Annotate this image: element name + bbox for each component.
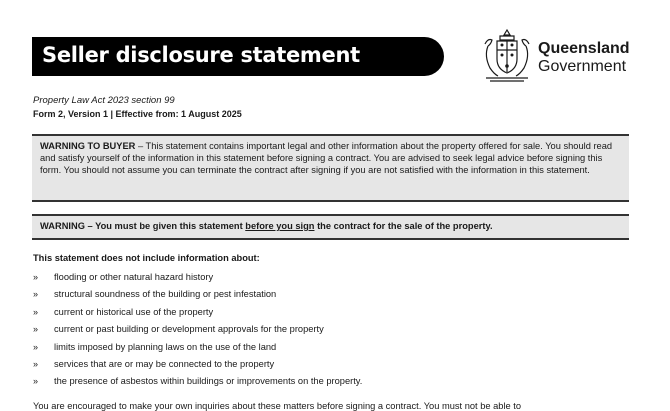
title-banner bbox=[32, 37, 444, 76]
bullet-icon: » bbox=[33, 289, 39, 300]
logo-text-government: Government bbox=[538, 58, 627, 75]
warning-sign-before: WARNING – You must be given this statement bbox=[40, 221, 246, 231]
warning-sign-box bbox=[32, 214, 629, 240]
queensland-government-logo bbox=[480, 26, 640, 84]
bullet-icon: » bbox=[33, 376, 39, 387]
coat-of-arms-icon bbox=[480, 26, 534, 84]
trailing-paragraph: You are encouraged to make your own inquiries about these matters before signing a contract. You must not be able to bbox=[33, 401, 522, 411]
warning-label: WARNING TO BUYER bbox=[40, 141, 136, 151]
warning-to-buyer-box bbox=[32, 134, 629, 202]
bullet-icon: » bbox=[33, 272, 39, 282]
page-title: Seller disclosure statement bbox=[42, 43, 360, 67]
bullet-icon: » bbox=[33, 324, 39, 335]
warning-text: – This statement contains important legal and other information about the property offered for sale. You should read and satisfy yourself of the information in this statement before signing a contract. You are advised to seek legal advice before signing this form. You should not assume you can terminate the contract after signing if you are not satisfied with the information in this statement. bbox=[40, 141, 613, 176]
bullet-icon: » bbox=[33, 341, 39, 352]
warning-sign-underlined: before you sign bbox=[245, 221, 315, 231]
bullet-icon: » bbox=[33, 306, 39, 317]
warning-sign-after: the contract for the sale of the property. bbox=[314, 221, 493, 231]
form-version: Form 2, Version 1 | Effective from: 1 August 2025 bbox=[33, 109, 242, 119]
act-reference: Property Law Act 2023 section 99 bbox=[33, 95, 175, 106]
logo-text-queensland: Queensland bbox=[538, 40, 630, 57]
not-included-heading: This statement does not include information about: bbox=[33, 253, 260, 263]
bullet-icon: » bbox=[33, 358, 39, 369]
